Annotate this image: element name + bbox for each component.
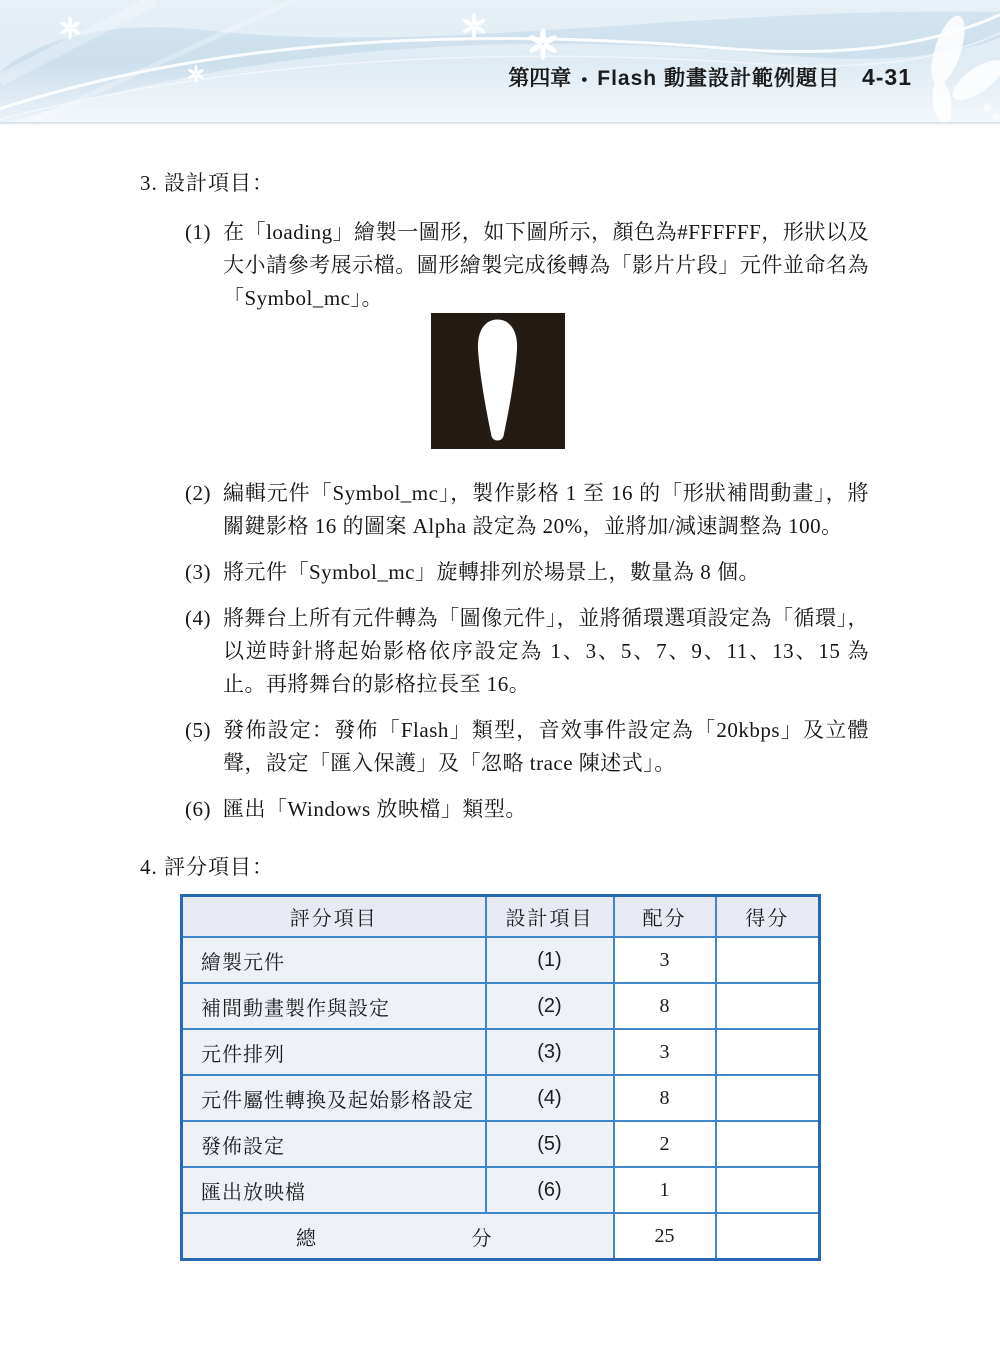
design-item-text: 在「loading」繪製一圖形，如下圖所示，顏色為#FFFFFF，形狀以及大小請參考展示檔。圖形繪製完成後轉為「影片片段」元件並命名為「Symbol_mc」。: [223, 220, 869, 310]
design-item-cell: (4): [486, 1075, 614, 1121]
design-item-3: [185, 556, 869, 589]
criteria-cell: 補間動畫製作與設定: [182, 983, 486, 1029]
total-label-right: 分: [471, 1227, 494, 1250]
table-total-row: [182, 1213, 820, 1260]
design-item-cell: (3): [486, 1029, 614, 1075]
score-cell: [716, 983, 820, 1029]
table-row: [182, 1029, 820, 1075]
table-row: [182, 983, 820, 1029]
points-cell: 2: [614, 1121, 716, 1167]
score-cell: [716, 1167, 820, 1213]
table-row: [182, 937, 820, 983]
design-item-text: 匯出「Windows 放映檔」類型。: [223, 797, 527, 821]
page-number: 4-31: [861, 64, 912, 90]
symbol-figure: [431, 313, 565, 449]
points-cell: 3: [614, 937, 716, 983]
design-items-heading: 3. 設計項目：: [140, 171, 274, 195]
table-header-row: [182, 896, 820, 938]
header-separator: •: [581, 70, 588, 89]
total-score-cell: [716, 1213, 820, 1260]
design-item-text: 將舞台上所有元件轉為「圖像元件」，並將循環選項設定為「循環」，以逆時針將起始影格依序設定為 1、3、5、7、9、11、13、15 為止。再將舞台的影格拉長至 16。: [223, 606, 869, 696]
design-item-2: [185, 477, 869, 543]
design-item-text: 將元件「Symbol_mc」旋轉排列於場景上，數量為 8 個。: [223, 560, 761, 584]
criteria-cell: 元件排列: [182, 1029, 486, 1075]
chapter-label: 第四章: [508, 67, 572, 90]
scoring-heading: 4. 評分項目：: [140, 855, 274, 879]
points-cell: 8: [614, 983, 716, 1029]
points-cell: 3: [614, 1029, 716, 1075]
design-item-4: [185, 602, 869, 701]
design-item-6: [185, 793, 869, 826]
points-cell: 1: [614, 1167, 716, 1213]
total-label-cell: [182, 1213, 614, 1260]
page-content: [0, 125, 1000, 1261]
design-item-number: (3): [185, 560, 211, 584]
design-item-cell: (2): [486, 983, 614, 1029]
table-row: [182, 1075, 820, 1121]
design-item-text: 發佈設定：發佈「Flash」類型，音效事件設定為「20kbps」及立體聲，設定「匯入保護」及「忽略 trace 陳述式」。: [223, 718, 869, 775]
total-label-left: 總: [296, 1227, 318, 1250]
criteria-cell: 發佈設定: [182, 1121, 486, 1167]
design-item-number: (2): [185, 481, 211, 505]
design-item-number: (5): [185, 718, 211, 742]
design-item-number: (1): [185, 220, 211, 244]
design-item-cell: (6): [486, 1167, 614, 1213]
symbol-figure-svg: [431, 313, 565, 449]
banner-edge-line: [0, 122, 1000, 124]
header-points: 配分: [614, 896, 716, 938]
design-item-text: 編輯元件「Symbol_mc」，製作影格 1 至 16 的「形狀補間動畫」，將關鍵影格 16 的圖案 Alpha 設定為 20%，並將加/減速調整為 100。: [223, 481, 869, 538]
criteria-cell: 繪製元件: [182, 937, 486, 983]
total-points-cell: 25: [614, 1213, 716, 1260]
header-banner: [0, 0, 1000, 125]
header-design-item: 設計項目: [486, 896, 614, 938]
criteria-cell: 元件屬性轉換及起始影格設定: [182, 1075, 486, 1121]
design-item-cell: (1): [486, 937, 614, 983]
page-header: [508, 62, 912, 92]
table-row: [182, 1167, 820, 1213]
design-item-number: (4): [185, 606, 211, 630]
points-cell: 8: [614, 1075, 716, 1121]
scoring-table: [180, 894, 821, 1261]
score-cell: [716, 1121, 820, 1167]
design-item-1: [185, 216, 869, 315]
design-item-cell: (5): [486, 1121, 614, 1167]
header-criteria: 評分項目: [182, 896, 486, 938]
header-score: 得分: [716, 896, 820, 938]
chapter-title: Flash 動畫設計範例題目: [597, 67, 840, 90]
design-item-number: (6): [185, 797, 211, 821]
score-cell: [716, 937, 820, 983]
criteria-cell: 匯出放映檔: [182, 1167, 486, 1213]
table-row: [182, 1121, 820, 1167]
score-cell: [716, 1075, 820, 1121]
score-cell: [716, 1029, 820, 1075]
design-item-5: [185, 714, 869, 780]
